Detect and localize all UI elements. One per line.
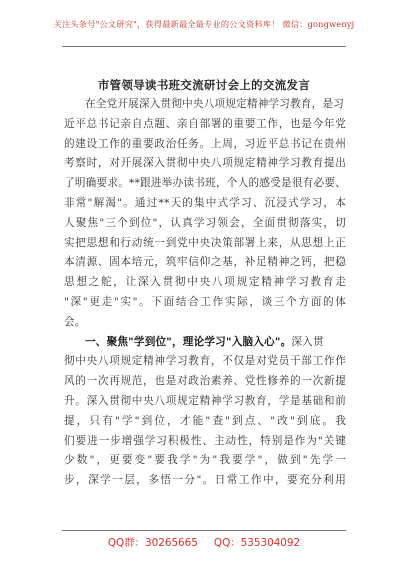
body-line: 近平总书记亲自点题、亲自部署的重要工作，也是今年党 (64, 117, 346, 130)
body-line: 在全党开展深入贯彻中央八项规定精神学习教育，是习 (85, 98, 345, 110)
document-title: 市管领导读书班交流研讨会上的交流发言 (97, 78, 311, 92)
footer-divider (62, 530, 346, 531)
footer-contact (0, 534, 408, 549)
header-divider (62, 46, 346, 47)
section-heading: 一、聚焦"学到位"，理论学习"入脑入心"。 (85, 335, 292, 348)
body-line: 本清源、固本培元，筑牢信仰之基，补足精神之钙，把稳 (64, 256, 346, 269)
body-line: 彻中央八项规定精神学习教育，不仅是对党员干部工作作 (64, 355, 346, 368)
body-line: 非常"解渴"。通过**天的集中式学习、沉浸式学习，本 (64, 196, 346, 209)
body-line: 考察时，对开展深入贯彻中央八项规定精神学习教育提出 (64, 157, 346, 170)
body-line: 升。深入贯彻中央八项规定精神学习教育，学是基础和前 (64, 394, 346, 407)
body-line: 们要进一步增强学习积极性、主动性，特别是作为"关键 (64, 434, 346, 447)
body-line: 的建设工作的重要政治任务。上周，习近平总书记在贵州 (64, 137, 346, 150)
footer-qq-group: QQ群：30265665 (107, 537, 198, 549)
body-line: 会。 (64, 315, 86, 328)
body-line: "深"更走"实"。下面结合工作实际，谈三个方面的体 (64, 295, 346, 308)
footer-qq: QQ：535304092 (213, 537, 301, 549)
body-line: 步，深学一层，多悟一分"。日常工作中，要充分利用 (64, 474, 346, 487)
body-line: 了明确要求。**跟进举办读书班，个人的感受是很有必要、 (64, 177, 346, 190)
header-note: 关注头条号"公文研究"，获得最新最全最专业的公文资料库！ 微信：gongwenyj (53, 19, 355, 29)
body-line: 风的一次再规范，也是对政治素养、党性修养的一次新提 (64, 375, 346, 388)
body-line: 思想之舵，让深入贯彻中央八项规定精神学习教育走 (64, 276, 346, 289)
body-line: 实把思想和行动统一到党中央决策部署上来，从思想上正 (64, 236, 346, 249)
section-heading-line (64, 333, 346, 353)
body-line: 少数"，更要变"要我学"为"我要学"，做到"先学一 (64, 454, 346, 467)
section-heading-tail: 深入贯 (291, 335, 324, 348)
body-line: 提，只有"学"到位，才能"查"到点、"改"到底。我 (64, 414, 346, 427)
document-body (64, 95, 346, 491)
body-line: 人聚焦"三个到位"，认真学习领会，全面贯彻落实，切 (64, 216, 346, 229)
